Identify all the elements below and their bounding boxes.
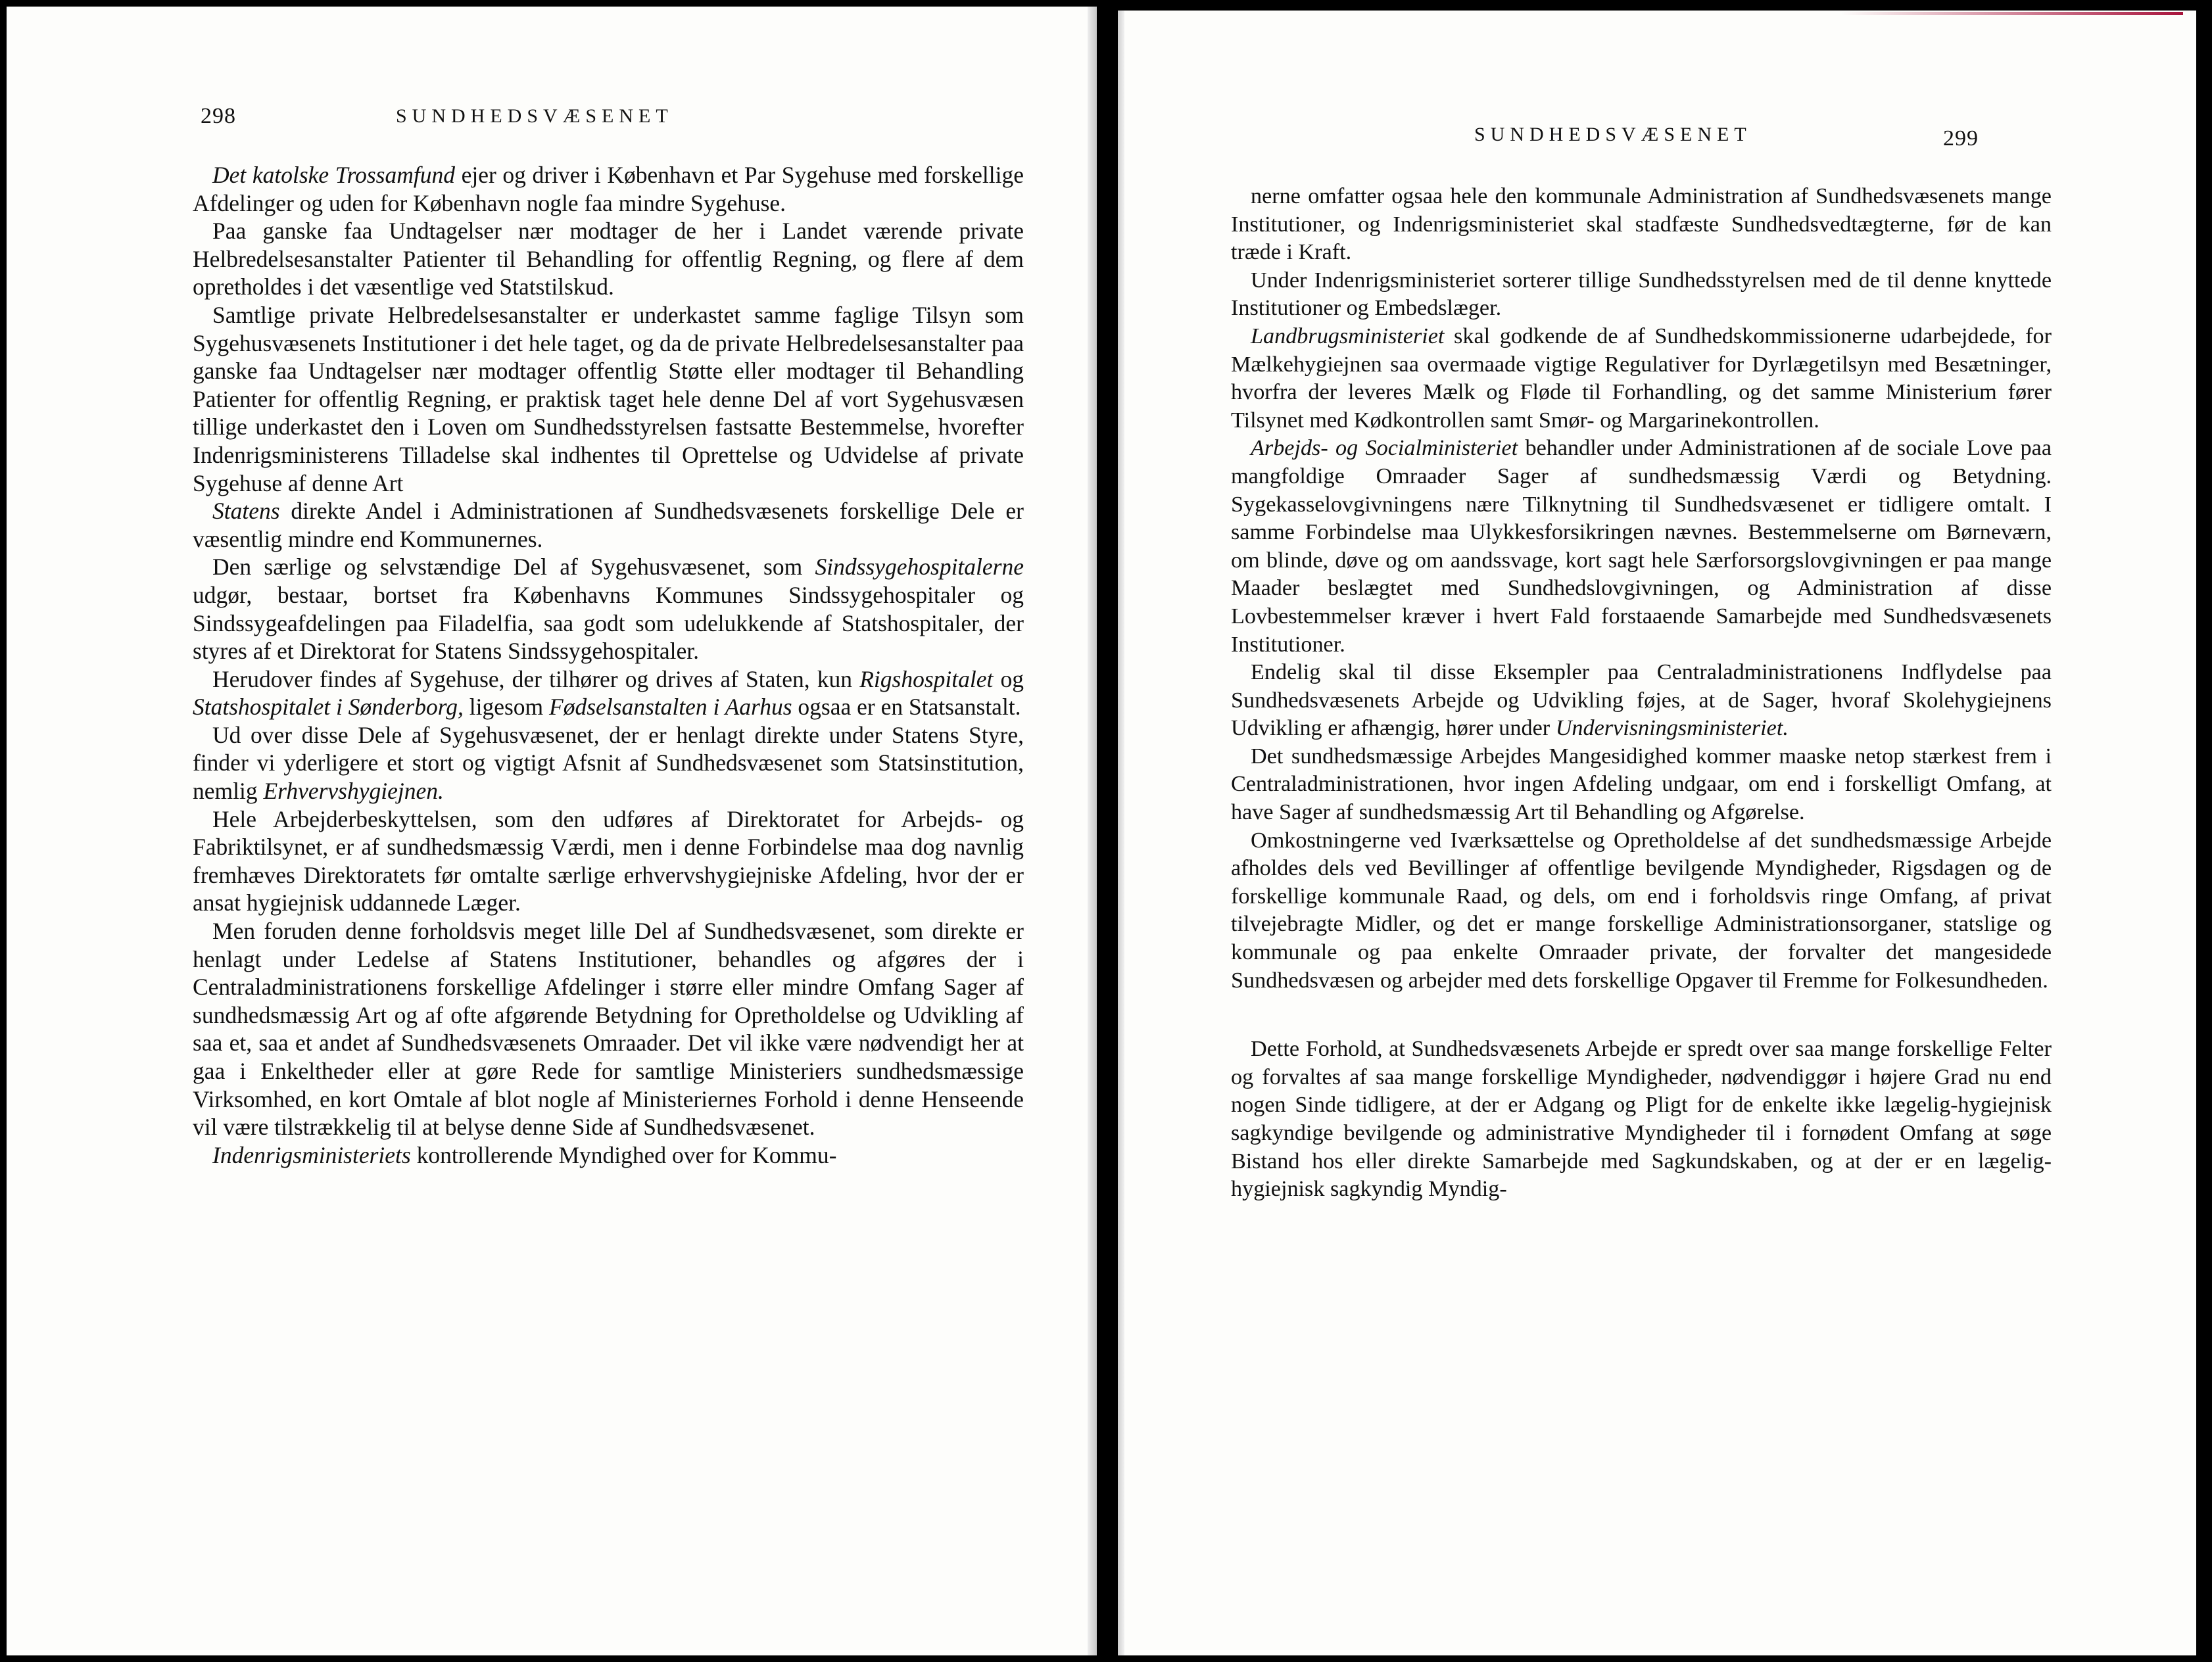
paragraph (1231, 1035, 2052, 1204)
paragraph (193, 1141, 1024, 1170)
right-page (1118, 11, 2196, 1655)
text-run: nerne omfatter ogsaa hele den kommunale Administration af Sundhedsvæsenets mange Institutioner, og Indenrigsministeriet skal stadfæste Sundhedsvedtægterne, før de kan træde i Kraft. (1231, 184, 2052, 265)
text-run: skal godkende de af Sundhedskommissionerne udarbejdede, for Mælkehygiejnen saa overmaade vigtige Regulativer for Dyrlægetilsyn med Besætninger, hvorfra der leveres Mælk og Fløde til Forhandling, og det samme Ministerium fører Tilsynet med Kødkontrollen samt Smør- og Margarinekontrollen. (1231, 323, 2052, 433)
text-run: Under Indenrigsministeriet sorterer tillige Sundhedsstyrelsen med de til denne knyttede Institutioner og Embedslæger. (1231, 268, 2052, 321)
paragraph (193, 497, 1024, 553)
italic-run: Erhvervshygiejnen. (263, 778, 444, 805)
text-run: Omkostningerne ved Iværksættelse og Opretholdelse af det sundhedsmæssige Arbejde afholdes dels ved Bevillinger af offentlige bevilgende Myndigheder, Rigsdagen og de forskellige kommunale Raad, og dels, om end i forholdsvis ringe Omfang, af privat tilvejebragte Midler, og det er mange forskellige Administrationsorganer, statslige og kommunale og paa enkelte Omraader private, der forvalter det mangesidede Sundhedsvæsen og arbejder med dets forskellige Opgaver til Fremme for Folkesundheden. (1231, 828, 2052, 993)
text-run: Samtlige private Helbredelsesanstalter er underkastet samme faglige Tilsyn som Sygehusvæsenets Institutioner i det hele taget, og da de private Helbredelsesanstalter paa ganske faa Undtagelser nær modtager offentlig Støtte eller modtager til Behandling Patienter for offentlig Regning, er praktisk taget hele denne Del af vort Sygehusvæsen tillige underkastet den i Loven om Sundhedsstyrelsen fastsatte Bestemmelse, hvorefter Indenrigsministerens Tilladelse skal indhentes til Oprettelse og Udvidelse af private Sygehuse af denne Art (193, 301, 1024, 496)
text-run: Herudover findes af Sygehuse, der tilhører og drives af Staten, kun (212, 665, 860, 692)
italic-run: Statens (212, 498, 280, 525)
paragraph (193, 301, 1024, 497)
left-page (7, 7, 1097, 1655)
text-run: behandler under Administrationen af de sociale Love paa mangfoldige Omraader Sager af sundhedsmæssig Værdi og Betydning. Sygekasselovgivningens nære Tilknytning til Sundhedsvæsenet er tidligere omtalt. I samme Forbindelse maa Ulykkesforsikringen nævnes. Bestemmelserne om Børneværn, om blinde, døve og om aandssvage, kort sagt hele Særforsorgslovgivningen er paa mange Maader beslægtet med Sundhedslovgivningen, og Administration af disse Lovbestemmelser kræver i hvert Fald forstaaende Samarbejde med Sundhedsvæsenets Institutioner. (1231, 436, 2052, 657)
text-run: Ud over disse Dele af Sygehusvæsenet, der er henlagt direkte under Statens Styre, finder vi yderligere et stort og vigtigt Afsnit af Sundhedsvæsenet som Statsinstitution, nemlig (193, 721, 1024, 805)
text-run: kontrollerende Myndighed over for Kommu- (410, 1141, 837, 1168)
paragraph (1231, 659, 2052, 743)
text-run: Men foruden denne forholdsvis meget lille Del af Sundhedsvæsenet, som direkte er henlagt under Ledelse af Statens Institutioner, behandles og afgøres der i Centraladministrationens forskellige Afdelinger i større eller mindre Omfang Sager af sundhedsmæssig Art og af ofte afgørende Betydning for Opretholdelse og Udvikling af saa et, saa et andet af Sundhedsvæsenets Omraader. Det vil ikke være nødvendigt her at gaa i Enkeltheder eller at gøre Rede for samtlige Ministeriers sundhedsmæssige Virksomhed, en kort Omtale af blot nogle af Ministeriernes Forhold i denne Henseende vil være tilstrækkelig til at belyse denne Side af Sundhedsvæsenet. (193, 918, 1024, 1141)
italic-run: Rigshospitalet (859, 665, 994, 692)
paragraph (193, 217, 1024, 301)
page-edge (1118, 11, 1124, 1655)
paragraph (193, 721, 1024, 805)
text-run: direkte Andel i Administrationen af Sundhedsvæsenets forskellige Dele er væsentlig mindre end Kommunernes. (193, 498, 1024, 552)
text-run: Det sundhedsmæssige Arbejdes Mangesidighed kommer maaske netop stærkest frem i Centraladministrationen, hvor ingen Afdeling undgaar, om end i forskelligt Omfang, at have Sager af sundhedsmæssig Art til Behandling og Afgørelse. (1231, 744, 2052, 825)
italic-run: Statshospitalet i Sønderborg, (193, 694, 464, 721)
paragraph (193, 917, 1024, 1141)
italic-run: Undervisningsministeriet. (1555, 716, 1789, 741)
text-run: og (993, 665, 1024, 692)
text-run: ligesom (463, 694, 550, 721)
page-number: 299 (1943, 126, 1979, 151)
paragraph (1231, 743, 2052, 827)
text-run: udgør, bestaar, bortset fra Københavns Kommunes Sindssygehospitaler og Sindssygeafdelingen paa Filadelfia, saa godt som udelukkende af Statshospitaler, der styres af et Direktorat for Statens Sindssygehospitaler. (193, 581, 1024, 665)
text-run: Dette Forhold, at Sundhedsvæsenets Arbejde er spredt over saa mange forskellige Felter og forvaltes af saa mange forskellige Myndigheder, nødvendiggør i højere Grad nu end nogen Sinde tidligere, at der er Adgang og Pligt for de enkelte ikke lægelig-hygiejnisk sagkyndige bevilgende og administrative Myndigheder til i fornødent Omfang at søge Bistand hos eller direkte Samarbejde med Sagkundskaben, og at der er en lægelig-hygiejnisk sagkyndig Myndig- (1231, 1037, 2052, 1202)
paragraph (1231, 435, 2052, 659)
italic-run: Det katolske Trossamfund (212, 162, 455, 188)
italic-run: Indenrigsministeriets (212, 1141, 411, 1168)
paragraph (193, 553, 1024, 665)
page-number: 298 (201, 104, 236, 128)
text-run: ejer og driver i København et Par Sygehuse med forskellige Afdelinger og uden for København nogle faa mindre Sygehuse. (193, 162, 1024, 216)
paragraph (1231, 323, 2052, 435)
paragraph (1231, 183, 2052, 267)
italic-run: Arbejds- og Socialministeriet (1251, 436, 1518, 461)
paragraph (193, 161, 1024, 217)
paragraph (1231, 267, 2052, 323)
page-edge (1088, 7, 1097, 1655)
body-text (193, 161, 1024, 1169)
text-run: Paa ganske faa Undtagelser nær modtager de her i Landet værende private Helbredelsesanstalter Patienter til Behandling for offentlig Regning, og flere af dem opretholdes i det væsentlige ved Statstilskud. (193, 218, 1024, 300)
text-run: Den særlige og selvstændige Del af Sygehusvæsenet, som (212, 554, 815, 581)
text-run: ogsaa er en Statsanstalt. (792, 694, 1021, 721)
top-rule (1841, 12, 2183, 15)
running-head: SUNDHEDSVÆSENET (396, 105, 673, 127)
paragraph (193, 665, 1024, 721)
italic-run: Landbrugsministeriet (1251, 323, 1445, 348)
italic-run: Sindssygehospitalerne (815, 554, 1024, 581)
text-run: Endelig skal til disse Eksempler paa Centraladministrationens Indflydelse paa Sundhedsvæsenets Arbejde og Udvikling føjes, at de Sager, hvoraf Skolehygiejnens Udvikling er afhængig, hører under (1231, 660, 2052, 741)
paragraph (193, 805, 1024, 917)
body-text (1231, 183, 2052, 1204)
text-run: Hele Arbejderbeskyttelsen, som den udføres af Direktoratet for Arbejds- og Fabriktilsynet, er af sundhedsmæssig Værdi, men i denne Forbindelse maa dog navnlig fremhæves Direktoratets før omtalte særlige erhvervshygiejniske Afdeling, hvor der er ansat hygiejnisk uddannede Læger. (193, 805, 1024, 916)
italic-run: Fødselsanstalten i Aarhus (549, 694, 792, 721)
running-head: SUNDHEDSVÆSENET (1474, 124, 1752, 145)
paragraph (1231, 827, 2052, 995)
